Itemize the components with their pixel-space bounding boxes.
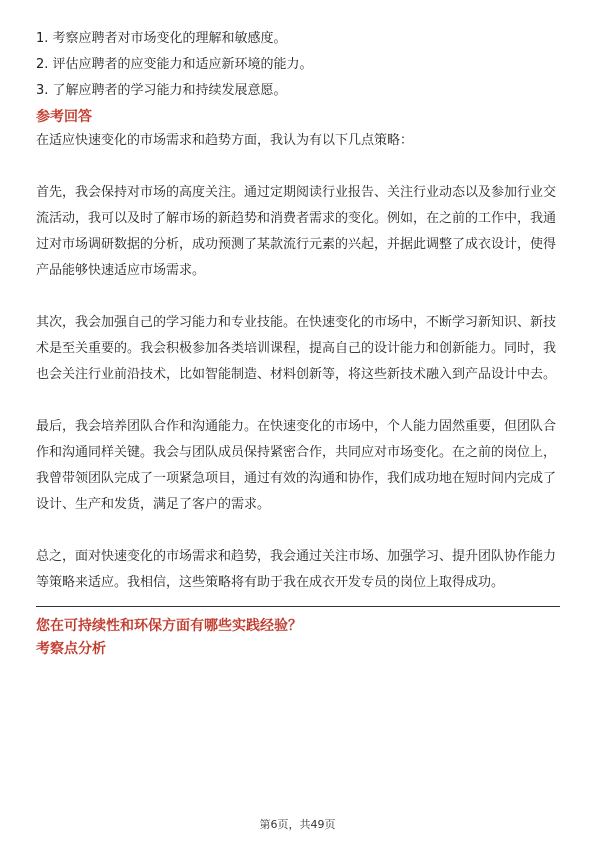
intro-paragraph: 在适应快速变化的市场需求和趋势方面，我认为有以下几点策略： bbox=[36, 133, 414, 148]
answer-paragraph: 首先，我会保持对市场的高度关注。通过定期阅读行业报告、关注行业动态以及参加行业交流活动，我可以及时了解市场的新趋势和消费者需求的变化。例如，在之前的工作中，我通过对市场调研数据的分析，成功预测了某款流行元素的兴起，并据此调整了成衣设计，使得产品能够快速适应市场需求。 bbox=[36, 185, 557, 278]
analysis-heading: 考察点分析 bbox=[36, 641, 106, 657]
document-page bbox=[36, 26, 560, 661]
paragraph-spacer bbox=[36, 388, 560, 414]
answer-paragraph: 总之，面对快速变化的市场需求和趋势，我会通过关注市场、加强学习、提升团队协作能力等策略来适应。我相信，这些策略将有助于我在成衣开发专员的岗位上取得成功。 bbox=[36, 549, 557, 590]
paragraph-spacer bbox=[36, 518, 560, 544]
list-item: 1. 考察应聘者对市场变化的理解和敏感度。 bbox=[36, 31, 287, 46]
question-heading: 您在可持续性和环保方面有哪些实践经验？ bbox=[36, 606, 560, 637]
answer-paragraph: 最后，我会培养团队合作和沟通能力。在快速变化的市场中，个人能力固然重要，但团队合作和沟通同样关键。我会与团队成员保持紧密合作，共同应对市场变化。在之前的岗位上，我曾带领团队完成了一项紧急项目，通过有效的沟通和协作，我们成功地在短时间内完成了设计、生产和发货，满足了客户的需求。 bbox=[36, 419, 557, 512]
list-item: 3. 了解应聘者的学习能力和持续发展意愿。 bbox=[36, 83, 287, 98]
paragraph-spacer bbox=[36, 284, 560, 310]
paragraph-spacer bbox=[36, 154, 560, 180]
answer-paragraph: 其次，我会加强自己的学习能力和专业技能。在快速变化的市场中，不断学习新知识、新技术是至关重要的。我会积极参加各类培训课程，提高自己的设计能力和创新能力。同时，我也会关注行业前沿技术，比如智能制造、材料创新等，将这些新技术融入到产品设计中去。 bbox=[36, 315, 557, 382]
list-item: 2. 评估应聘者的应变能力和适应新环境的能力。 bbox=[36, 57, 313, 72]
page-number: 第6页，共49页 bbox=[259, 818, 336, 831]
answer-heading: 参考回答 bbox=[36, 109, 92, 125]
